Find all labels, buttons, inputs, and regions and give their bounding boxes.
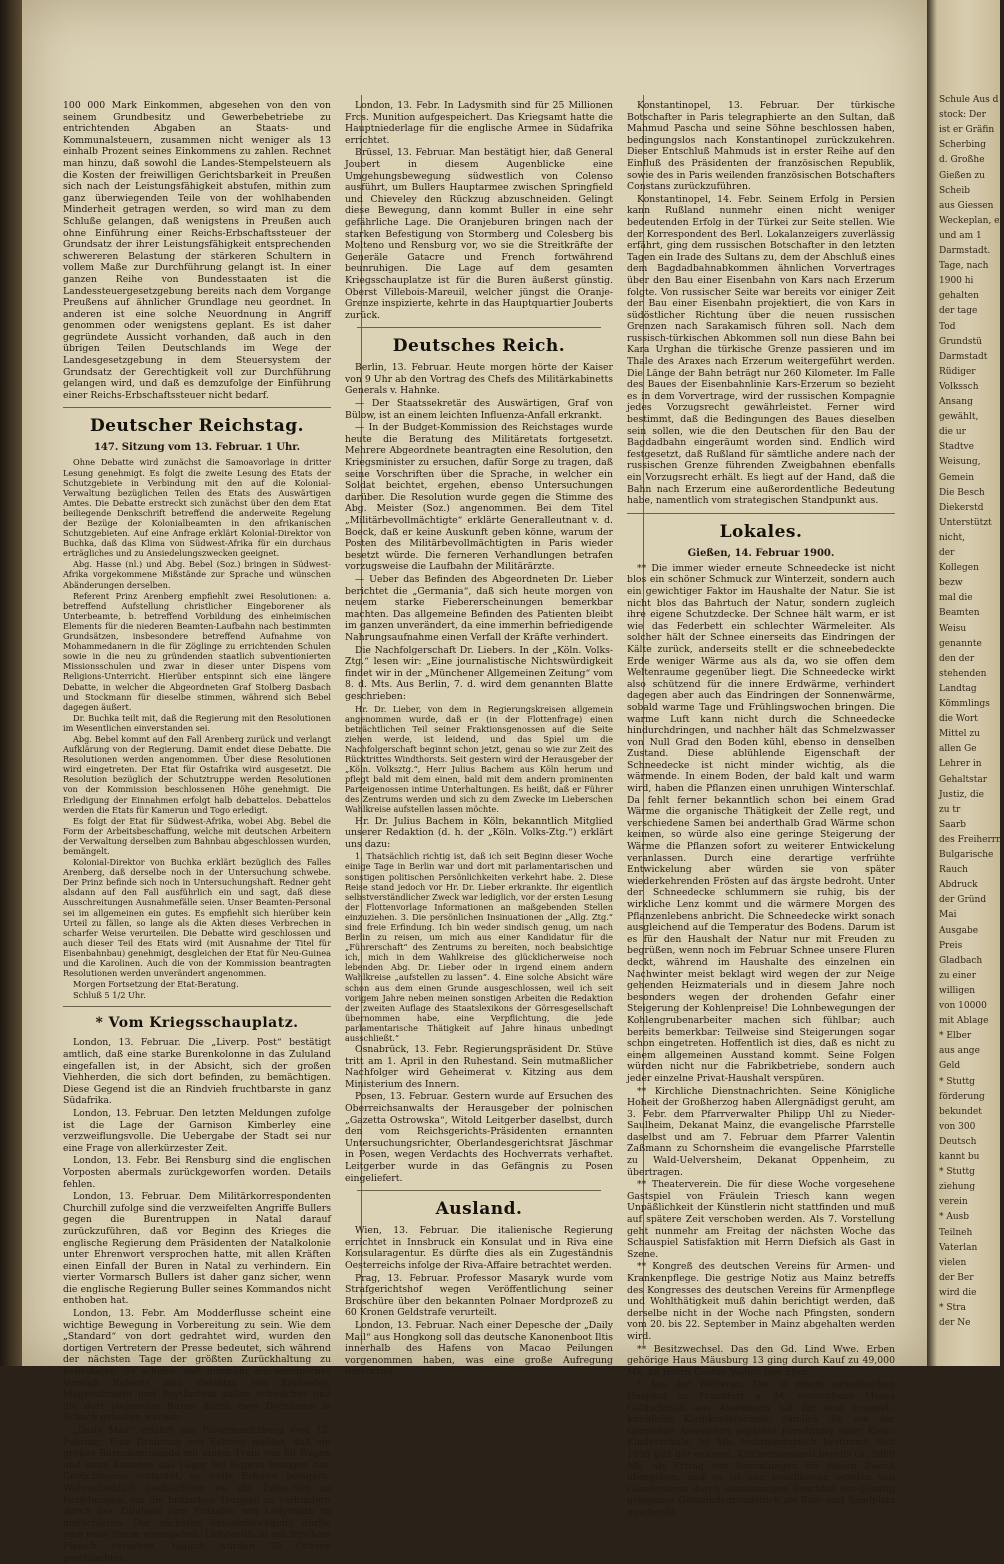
article-paragraph: London, 13. Febr. Bei Rensburg sind die englischen Vorposten abermals zurückgeworfen worden. Details fehlen. bbox=[63, 1155, 331, 1190]
adjacent-page-text-fragment: Landtag bbox=[939, 683, 977, 694]
divider bbox=[357, 327, 601, 328]
adjacent-page-text-fragment: Kömmlings bbox=[939, 699, 990, 709]
adjacent-page-text-fragment: Volkssch bbox=[939, 381, 979, 392]
column-2 bbox=[345, 100, 614, 1378]
article-paragraph: Die Nachfolgerschaft Dr. Liebers. In der „Köln. Volks-Ztg.“ lesen wir: „Eine journalistische Nichtswürdigkeit findet wir in der „Münchener Allgemeinen Zeitung“ vom 8. d. Mts. Aus Berlin, 7. d. wird dem genannten Blatte geschrieben: bbox=[345, 644, 613, 702]
divider bbox=[627, 513, 895, 514]
article-paragraph: Kolonial-Direktor von Buchka erklärt bezüglich des Falles Arenberg, daß derselbe noch in der Untersuchung schwebe. Der Prinz befinde sich noch in Untersuchungshaft. Redner geht alsdann auf den Fall ausführlich ein und sagt, daß diese Ausschreitungen Ausnahmefälle seien. Unser Beamten-Personal sei im allgemeinen ein gutes. Es empfiehlt sich hierüber kein Urteil zu fällen, so lange als die Akten dieses Verbrechen in scharfer Weise verurteilen. Die Debatte wird geschlossen und auch dieser Teil des Etats wird (mit Ausnahme der Titel für Eisenbahnbau) genehmigt, desgleichen der Etat für Neu-Guinea und die Karolinen. Auch die von der Kommission beantragten Resolutionen werden unverändert angenommen. bbox=[63, 857, 331, 979]
adjacent-page-text-fragment: Grundstü bbox=[939, 336, 982, 347]
article-paragraph: * Aus der Wetterau. Der in einem israelitischen Hospital zu Frankfurt a. M. verstorbene Moses Goldschmidt aus Assenheim hat für eine evangel.-kirchliche Kleinkinderschule, nämlich die von der Gemeinde Assenheim geplante Errichtung einer Klein-Kinderschule, 50 Mk. testamentarisch bestimmt. Seit 1895 gibt der evangel. Kirchenvorstand bereits ca. 5000 Mk. als Ertrag von Sammlungen für diesen Zweck übergeben, und es ist nun beschlossen worden von Gemeinderat durch einstimmigen Beschluß ein günstig gelegenes Gemeindegrundstück als Bau- und Spielplatz geschenkt. bbox=[627, 1379, 895, 1518]
adjacent-page-text-fragment: ist er Gräfin bbox=[939, 125, 995, 136]
adjacent-page-text-fragment: der bbox=[939, 548, 955, 558]
adjacent-page-text-fragment: Preis bbox=[939, 940, 963, 951]
section-heading-kriegsschauplatz: * Vom Kriegsschauplatz. bbox=[95, 1015, 299, 1032]
adjacent-page-text-fragment: gewählt, bbox=[939, 412, 979, 423]
adjacent-page-text-fragment: bekundet bbox=[939, 1106, 982, 1117]
article-paragraph: Hr. Dr. Lieber, von dem in Regierungskreisen allgemein angenommen wurde, daß er (in der Flottenfrage) einen beträchtlichen Teil seiner Fraktionsgenossen auf die Seite ziehen werde, ist leidend, und das Spiel um die Nachfolgerschaft beginnt schon jetzt, genau so wie zur Zeit des Rücktrittes Windthorsts. Seit gestern wird der Herausgeber der „Köln. Volksztg.“, Herr Julius Bachem aus Köln herum und pflegt bald mit dem einen, bald mit dem andern prominenten Parteigenossen intime Unterhaltungen. Es heißt, daß er Führer des Zentrums werden und sich zu dem Zwecke im Lieberschen Wahlkreise aufstellen lassen möchte. bbox=[345, 703, 613, 815]
article-paragraph: Wien, 13. Februar. Die italienische Regierung errichtet in Innsbruck ein Konsulat und in Riva eine Konsularagentur. Es dürfte dies als ein Zugeständnis Oesterreichs infolge der Riva-Affaire betrachtet werden. bbox=[345, 1225, 613, 1271]
adjacent-page-text-fragment: und am 1 bbox=[939, 230, 982, 241]
article-paragraph: — Ueber das Befinden des Abgeordneten Dr. Lieber berichtet die „Germania“, daß sich heute morgen von neuem starke Fiebererscheinungen bemerkbar machten. Das allgemeine Befinden des Patienten bleibt im ganzen unverändert, da eine immerhin befriedigende Nahrungsaufnahme einen Verfall der Kräfte verhindert. bbox=[345, 573, 613, 643]
section-heading-ausland: Ausland. bbox=[435, 1199, 523, 1220]
divider bbox=[63, 1006, 331, 1007]
article-paragraph: Konstantinopel, 13. Februar. Der türkische Botschafter in Paris telegraphierte an den Sultan, daß Mahmud Pascha und seine Söhne beschlossen haben, bedingungslos nach Konstantinopel zurückzukehren. Dieser Entschluß Mahmuds ist in erster Reihe auf den Einfluß des Präsidenten der französischen Republik, sowie des in Paris weilenden französischen Botschafters Constans zurückzuführen. bbox=[627, 100, 895, 193]
article-paragraph: ** Die immer wieder erneute Schneedecke ist nicht blos ein schöner Schmuck zur Winterzeit, sondern auch ein gewichtiger Faktor im Haushalte der Natur. Sie ist nicht blos das Bahrtuch der Natur, sondern zugleich ihre eigene Schutzdecke. Der Schnee hält warm, er ist wie das Federbett ein schlechter Wärmeleiter. Als solcher hält der Schnee einerseits das Eindringen der Kälte zurück, anderseits stellt er die schneebedeckte Erde weniger Wärme aus als da, wo sie offen dem Weltenraume gegenüber liegt. Die Schneedecke wirkt also schützend für die innere Erdwärme, verhindert dagegen aber auch das Eindringen der Sonnenwärme, sobald warme Tage und Frühlingswochen bringen. Die warme Luft kann nicht durch die Schneedecke hindurchdringen, und nachher hält das Schmelzwasser von Null Grad den Boden kühl, ebenso in denselben Zustand. Diese ablühlende Eigenschaft der Schneedecke ist nicht minder wichtig, als die wärmende. In einem Boden, der bald kalt und warm wird, haben die Pflanzen einen unruhigen Winterschlaf. Da fehlt ferner bekanntlich schon bei einem Grad Wärme die organische Thätigkeit der Zelle regt, und verschiedene Samen bei anderthalb Grad Wärme schon keimen, so würde also eine geringe Steigerung der Wärme die Pflanzen sofort zu weiterer Entwickelung veranlassen. Durch eine derartige verfrühte Entwickelung aber würden sie von später wiederkehrenden Frösten auf das ärgste bedroht. Unter der Schneedecke schlummern sie ruhig, bis der wirkliche Lenz kommt und die wärmere Morgen des Pflanzenlebens anbricht. Die Schneedecke wirkt sonach ausgleichend auf die Temperatur des Bodens. Darum ist es für den Haushalt der Natur nur mit Freuden zu begrüßen, wenn noch im Februar Schnee unsere Fluren deckt, während im Haushalte des einzelnen ein Nachwinter meist beklagt wird wegen der zur Neige gehenden Heizmaterials und in diesem Jahre noch besonders wegen der drohenden Gefahr einer Steigerung der Kohlenpreise! Die Lohnbewegungen der Kohlengrubenarbeiter machen sich fühlbar; auch bereits bemerkbar: Teilweise sind Steigerungen sogar schon eingetreten. Hoffentlich ist dies, daß es nicht zu einem allgemeinen Ausstand kommt. Seine Folgen würden nicht nur die Fabrikbetriebe, sondern auch jeder einzelne Privat-Haushalt verspüren. bbox=[627, 562, 895, 1084]
article-paragraph: London, 13. Februar. Den letzten Meldungen zufolge ist die Lage der Garnison Kimberley eine verzweiflungsvolle. Die Uebergabe der Stadt sei nur eine Frage von allerkürzester Zeit. bbox=[63, 1107, 331, 1154]
article-paragraph: 100 000 Mark Einkommen, abgesehen von den von seinem Grundbesitz und Gewerbebetriebe zu entrichtenden Abgaben an Staats- und Kommunalsteuern, zusammen nicht weniger als 13 einhalb Prozent seines Einkommens zu zahlen. Rechnet man hinzu, daß sowohl die Landes-Stempelsteuern als die Kosten der freiwilligen Gerichtsbarkeit in Preußen sich nach der Leistungsfähigkeit abstufen, mithin zum ganz überwiegenden Teile von der wohlhabenden Minderheit getragen werden, so wird man zu dem Schluße gelangen, daß wenigstens in Preußen auch ohne Einführung einer Reichs-Erbschaftssteuer der Grundsatz der ihrer Leistungsfähigkeit entsprechenden schwereren Belastung der stärkeren Schultern in vollem Maße zur Durchführung gelangt ist. In einer ganzen Reihe von Bundesstaaten ist die Landessteuergesetzgebung bereits nach dem Vorgange Preußens auf ähnlicher Grundlage neu geordnet. In anderen ist eine solche Neuordnung in Angriff genommen oder wenigstens geplant. Es ist daher gegründete Aussicht vorhanden, daß auch in den übrigen Teilen Deutschlands im Wege der Landesgesetzgebung in dem Steuersystem der Grundsatz der Gerechtigkeit voll zur Durchführung gelangen wird, und daß es demzufolge der Einführung einer Reichs-Erbschaftssteuer nicht bedarf. bbox=[63, 100, 331, 401]
adjacent-page-text-fragment: den der bbox=[939, 653, 975, 664]
adjacent-page-text-fragment: * Stra bbox=[939, 1303, 966, 1313]
adjacent-page-text-fragment: Gemein bbox=[939, 472, 975, 483]
adjacent-page-text-fragment: aus Giessen bbox=[939, 200, 994, 211]
adjacent-page-text-fragment: allen Ge bbox=[939, 744, 977, 755]
article-paragraph: — In der Budget-Kommission des Reichstages wurde heute die Beratung des Militäretats fortgesetzt. Mehrere Abgeordnete beantragten eine Resolution, den Kriegsminister zu ersuchen, dafür Sorge zu tragen, daß seine Vorschriften über die Sprache, in welcher ein Soldat beichtet, ergehen, ebenso Untersuchungen darüber. Die Resolution wurde gegen die Stimme des Abg. Meister (Soz.) angenommen. Bei dem Titel „Militärbevollmächtigte“ erklärte Generalleutnant v. d. Boeck, daß er keine Auskunft geben könne, warum der Posten des Militärbevollmächtigten in Paris wieder besetzt würde. Die ferneren Verhandlungen betrafen vorzugsweise die Laufbahn der Militärärzte. bbox=[345, 422, 613, 573]
adjacent-page-text-fragment: gehalten bbox=[939, 291, 979, 302]
section-heading-reichstag: Deutscher Reichstag. bbox=[89, 416, 305, 437]
adjacent-page-text-fragment: stehenden bbox=[939, 668, 987, 679]
article-paragraph: ** Kongreß des deutschen Vereins für Armen- und Krankenpflege. Die gestrige Notiz aus Mainz betreffs des Kongresses des deutschen Vereins für Armenpflege und Wohlthätigkeit muß dahin berichtigt werden, daß derselbe nicht in der Woche nach Pfingsten, sondern vom 20. bis 22. September in Mainz abgehalten werden wird. bbox=[627, 1261, 895, 1342]
adjacent-page-text-fragment: der tage bbox=[939, 306, 978, 317]
adjacent-page-text-fragment: Kollegen bbox=[939, 563, 979, 574]
adjacent-page-text-fragment: genannte bbox=[939, 638, 982, 649]
article-paragraph: ** Kirchliche Dienstnachrichten. Seine Königliche Hoheit der Großherzog haben Allergnädigst geruht, am 3. Febr. dem Pfarrverwalter Philipp Uhl zu Nieder-Saulheim, Dekanat Mainz, die evangelische Pfarrstelle daselbst und am 7. Februar dem Pfarrer Valentin Zaßmann zu Schornsheim die evangelische Pfarrstelle zu Wald-Uelversheim, Dekanat Oppenheim, zu übertragen. bbox=[627, 1085, 895, 1178]
session-subheading: 147. Sitzung vom 13. Februar. 1 Uhr. bbox=[93, 442, 301, 454]
adjacent-page-text-fragment: Bulgarische bbox=[939, 850, 994, 860]
adjacent-page-text-fragment: * Ausb bbox=[939, 1212, 970, 1223]
article-paragraph: ** Theaterverein. Die für diese Woche vorgesehene Gastspiel von Fräulein Triesch kann wegen Unpäßlichkeit der Künstlerin nicht stattfinden und muß auf spätere Zeit verschoben werden. Als 7. Vorstellung geht nunmehr am Freitag der nächsten Woche das Schauspiel Satisfaktion mit Herrn Diefsich als Gast in Szene. bbox=[627, 1179, 895, 1260]
article-paragraph: Referent Prinz Arenberg empfiehlt zwei Resolutionen: a. betreffend Aufstellung christlicher Eingeborener als Unterbeamte, b. betreffend Vorbildung des einheimischen Elements für die niederen Beamten-Laufbahn nach bestimmten Grundsätzen, insbesondere betreffend Aufnahme von Mohammedanern in die für Zöglinge zu errichtenden Schulen sowie in die neu zu gründenden staatlich subventionierten Missionsschulen und zwar in dieser unter Dispens vom Religions-Unterricht. Hierüber entspinnt sich eine längere Debatte, in welcher die Abgeordneten Graf Stolberg Dasbach und Stockmann für dieselbe stimmen, während sich Bebel dagegen äußert. bbox=[63, 590, 331, 712]
adjacent-page-text-fragment: nicht, bbox=[939, 532, 965, 543]
article-paragraph: London, 13. Febr. Am Modderflusse scheint eine wichtige Bewegung in Vorbereitung zu sein. Wie dem „Standard“ von dort gedrahtet wird, wurden den dortigen Vertretern der Presse bedeutet, sich während der nächsten Tage der größten Zurückhaltung zu befleißigen. Es scheint, daß nunmehr ein energischer Vorstoß Roberts zum Entsatze von Kimberley, Magersfontein und Spytfontein sollen schwächer und die dort stehenden Buren durch zwei Divisionen in Schach gehalten werden. bbox=[63, 1308, 331, 1424]
adjacent-page-text-fragment: von 10000 bbox=[939, 1001, 987, 1011]
adjacent-page-text-fragment: Darmstadt bbox=[939, 351, 988, 362]
adjacent-page-text-fragment: Lehrer in bbox=[939, 759, 982, 770]
adjacent-page-text-fragment: Ausgabe bbox=[939, 925, 979, 936]
adjacent-page-text-fragment: Weckeplan, er bbox=[939, 215, 1004, 226]
divider bbox=[63, 407, 331, 408]
article-paragraph: London, 13. Februar. Nach einer Depesche der „Daily Mail“ aus Hongkong soll das deutsche Kanonenboot Iltis innerhalb des Hafens von Macao Peilungen vorgenommen haben, was eine große Aufregung hervorrief. bbox=[345, 1319, 613, 1378]
adjacent-page-text-fragment: Saarb bbox=[939, 819, 966, 830]
article-paragraph: ** Besitzwechsel. Das den Gd. Lind Wwe. Erben gehörige Haus Mäusburg 13 ging durch Kauf zu 49,000 Mk. an Herrn Gustav Walter hier über. bbox=[627, 1343, 895, 1378]
adjacent-page-text-fragment: Unterstützt bbox=[939, 517, 992, 528]
adjacent-page-text-fragment: Weisu bbox=[939, 623, 967, 634]
adjacent-page-text-fragment: Die Besch bbox=[939, 487, 985, 498]
adjacent-page-text-fragment: Weisung, bbox=[939, 457, 981, 468]
adjacent-page-text-fragment: * Stuttg bbox=[939, 1076, 975, 1087]
adjacent-page-text-fragment: vielen bbox=[939, 1257, 967, 1268]
article-paragraph: — Der Staatssekretär des Auswärtigen, Graf von Bülow, ist an einem leichten Influenza-Anfall erkrankt. bbox=[345, 398, 613, 421]
adjacent-page-text-fragment: Darmstadt. bbox=[939, 246, 991, 256]
adjacent-page-text-fragment: der Gründ bbox=[939, 895, 987, 906]
column-3 bbox=[627, 100, 895, 1518]
article-paragraph: Schluß 5 1/2 Uhr. bbox=[73, 990, 146, 1001]
article-paragraph: Berlin, 13. Februar. Heute morgen hörte der Kaiser von 9 Uhr ab den Vortrag des Chefs des Militärkabinetts Generals v. Hahnke. bbox=[345, 362, 613, 397]
adjacent-page-text-fragment: förderung bbox=[939, 1091, 985, 1102]
article-paragraph: Abg. Hasse (nl.) und Abg. Bebel (Soz.) bringen in Südwest-Afrika vorgekommene Mißstände zur Sprache und wünschen Abänderungen derselben. bbox=[63, 559, 331, 590]
adjacent-page-text-fragment: Tod bbox=[939, 321, 956, 332]
article-paragraph: Abg. Bebel kommt auf den Fall Arenberg zurück und verlangt Aufklärung von der Regierung. Damit endet diese Debatte. Die Resolutionen werden angenommen. Über diese Resolutionen wird eingetreten. Der Etat für Ostafrika wird ausgesetzt. Die Resolution bezüglich der Schutztruppe werden Resolutionen von der Kommission beschlossenen Höhe genehmigt. Die Erledigung der Einnahmen erfolgt halb debattelos. Debattelos werden die Etats für Kamerun und Togo erledigt. bbox=[63, 733, 331, 815]
article-paragraph: Posen, 13. Februar. Gestern wurde auf Ersuchen des Oberreichsanwalts der Herausgeber der polnischen „Gazetta Ostrowska“, Witold Leitgerber daselbst, durch den vom Reichsgerichts-Präsidenten ernannten Untersuchungsrichter, Oberlandesgerichtsrat Jäschmar in Posen, wegen Verdachts des Hochverrats verhaftet. Leitgerber wurde in das Gefängnis zu Posen eingeliefert. bbox=[345, 1091, 613, 1184]
article-paragraph: Dr. Buchka teilt mit, daß die Regierung mit den Resolutionen im Wesentlichen einverstanden sei. bbox=[63, 712, 331, 733]
adjacent-page-text-fragment: der Ne bbox=[939, 1318, 971, 1329]
adjacent-page-text-fragment: Scheib bbox=[939, 185, 970, 196]
adjacent-page-text-fragment: zu einer bbox=[939, 970, 977, 981]
article-paragraph: Prag, 13. Februar. Professor Masaryk wurde vom Strafgerichtshof wegen Veröffentlichung seiner Broschüre über den bekannten Polnaer Mordprozeß zu 60 Kronen Geldstrafe verurteilt. bbox=[345, 1272, 613, 1319]
adjacent-page-text-fragment: d. Großhe bbox=[939, 155, 985, 166]
adjacent-page-text-fragment: Vaterlan bbox=[939, 1242, 978, 1253]
adjacent-page-text-fragment: stock: Der bbox=[939, 110, 986, 121]
adjacent-page-text-fragment: Gladbach bbox=[939, 955, 983, 966]
divider bbox=[357, 1190, 601, 1191]
adjacent-page-text-fragment: * Stuttg bbox=[939, 1167, 975, 1178]
article-paragraph: London, 13. Februar. Dem Militärkorrespondenten Churchill zufolge sind die verzweifelten Angriffe Bullers gegen die Burentruppen in Natal darauf zurückzuführen, daß vor Beginn des Krieges die englische Regierung dem Präsidenten der Natalkolonie unter Ehrenwort versprochen hatte, mit allen Kräften einen Einfall der Buren in Natal zu verhindern. Ein vierter Vormarsch Bullers ist daher ganz sicher, wenn die englische Regierung Buller seines Kommandos nicht enthoben hat. bbox=[63, 1191, 331, 1307]
adjacent-page-text-fragment: kannt bu bbox=[939, 1152, 980, 1162]
adjacent-page-text-fragment: willigen bbox=[939, 985, 976, 996]
adjacent-page-text-fragment: Tage, nach bbox=[939, 261, 989, 272]
article-paragraph: Ohne Debatte wird zunächst die Samoavorlage in dritter Lesung genehmigt. Es folgt die zweite Lesung des Etats der Schutzgebiete in Verbindung mit den auf die Kolonial-Verwaltung bezüglichen Teilen des Etats des Auswärtigen Amtes. Die Debatte erstreckt sich zunächst über den dem Etat beiliegende Denkschrift betreffend die anderweite Regelung der Bezüge der Kolonialbeamten in den afrikanischen Schutzgebieten. Auf eine Anfrage erklärt Kolonial-Direktor von Buchka, daß das Klima von Südwest-Afrika für ein durchaus erträgliches und zu Ansiedelungszwecken geeignet. bbox=[63, 457, 331, 559]
article-paragraph: Brüssel, 13. Februar. Man bestätigt hier, daß General Joubert in diesem Augenblicke eine Umgehungsbewegung südwestlich von Colenso ausführt, um Bullers Hauptarmee zwischen Springfield und Chieveley den Rückzug abzuschneiden. Gelingt diese Bewegung, dann kommt Buller in eine sehr gefährliche Lage. Die Oranjeburen bringen nach der starken Befestigung von Stormberg und Colesberg bis Molteno und Rensburg vor, wo sie die Streitkräfte der Generäle Gatacre und French fortwährend beunruhigen. Die Lage auf dem gesamten Kriegsschauplatze ist für die Buren äußerst günstig. Oberst Villebois-Mareuil, welcher jüngst die Oranje-Grenze inspizierte, kehrte in das Hauptquartier Jouberts zurück. bbox=[345, 147, 613, 321]
adjacent-page-text-fragment: des Freiherrn bbox=[939, 834, 1002, 845]
adjacent-page-text-fragment: Diekerstd bbox=[939, 502, 984, 513]
article-paragraph: 1. Thatsächlich richtig ist, daß ich seit Beginn dieser Woche einige Tage in Berlin war und dort mit parlamentarischen und sonstigen politischen Persönlichkeiten verkehrt habe. 2. Diese Reise stand jedoch vor Hr. Dr. Lieber erkrankte. Ihr eigentlich selbstverständlicher Zweck war lediglich, vor der ersten Lesung der Flottenvorlage Informationen an maßgebenden Stellen einzuziehen. 3. Die persönlichen Insinuationen der „Allg. Ztg.“ sind freie Erfindung. Ich bin weder sindisch genug, um nach Berlin zu reisen, um mich aus einer Kandidatur für die „Führerschaft“ des Zentrums zu bereiten, noch beabsichtige ich, mich in dem Wahlkreise des glücklicherweise noch lebenden Abg. Dr. Lieber oder in irgend einem andern Wahlkreise „aufstellen zu lassen“. 4. Eine solche Absicht wäre schon aus dem einen Grunde ausgeschlossen, weil ich seit vorigem Jahre neben meinen sonstigen Arbeiten die Redaktion der zweiten Auflage des Staatslexikons der Görresgesellschaft übernommen habe, eine Verpflichtung, die jede parlamentarische Thätigkeit auf Jahre hinaus unbedingt ausschließt.“ bbox=[345, 851, 614, 1043]
adjacent-page-text-fragment: von 300 bbox=[939, 1121, 976, 1132]
adjacent-page-text-fragment: Beamten bbox=[939, 608, 980, 619]
adjacent-page-text-fragment: wird die bbox=[939, 1287, 977, 1298]
article-paragraph: Hr. Dr. Julius Bachem in Köln, bekanntlich Mitglied unserer Redaktion (d. h. der „Köln. Volks-Ztg.“) erklärt uns dazu: bbox=[345, 815, 613, 850]
adjacent-page-text-fragment: die Wort bbox=[939, 714, 978, 725]
binding-gutter bbox=[0, 0, 22, 1366]
adjacent-page-text-fragment: Geld bbox=[939, 1061, 961, 1072]
adjacent-page-text-fragment: verein bbox=[939, 1197, 968, 1208]
adjacent-page-text-fragment: ziehung bbox=[939, 1182, 976, 1193]
adjacent-page-text-fragment: der Ber bbox=[939, 1272, 974, 1283]
adjacent-page-text-fragment: Stadtve bbox=[939, 442, 974, 453]
adjacent-page-text-fragment: * Elber bbox=[939, 1031, 972, 1042]
adjacent-page-text-fragment: 1900 hi bbox=[939, 276, 974, 287]
section-heading-deutsches-reich: Deutsches Reich. bbox=[392, 336, 566, 357]
article-paragraph: London, 13. Febr. In Ladysmith sind für 25 Millionen Frcs. Munition aufgespeichert. Das Kriegsamt hatte die Hauptniederlage für die englische Armee in Südafrika errichtet. bbox=[345, 100, 613, 146]
adjacent-page-edge bbox=[927, 0, 1004, 1366]
adjacent-page-text-fragment: mit Ablage bbox=[939, 1016, 989, 1027]
article-paragraph: Es folgt der Etat für Südwest-Afrika, wobei Abg. Bebel die Form der Arbeitsbeschaffung, welche mit deutschen Arbeitern der Verwaltung derselben zum Bahnbau abgeschlossen wurden, bemängelt. bbox=[63, 815, 331, 856]
adjacent-page-text-fragment: die ur bbox=[939, 427, 966, 438]
adjacent-page-text-fragment: Gießen zu bbox=[939, 170, 985, 181]
adjacent-page-text-fragment: Rüdiger bbox=[939, 366, 976, 377]
article-paragraph: Osnabrück, 13. Febr. Regierungspräsident Dr. Stüve tritt am 1. April in den Ruhestand. Sein mutmaßlicher Nachfolger wird Geheimerat v. Kitzing aus dem Ministerium des Innern. bbox=[345, 1044, 613, 1090]
adjacent-page-text-fragment: Abdruck bbox=[939, 880, 978, 891]
article-paragraph: „Daily Mail“ erfährt aus Pietermaritzburg vom 12. Februar: Eine Drahtung von Eshowe meldet, daß ein großes Burenkommando mit einem Train von 80 Wagen und neun Kanonen das Lager bei Nqueta bezogen hat. Gerüchtweise verlautet, es wolle Eshowe belagern. Wahrscheinlich beabsichtige es, die Zulus-Süd zu beziehungen, um die britischen Truppen zu verhindern durch das Zululand zum Entsatze von Ladysmith zu marschieren. Der nächsten Entsatzbewegung dürfte eine neue Pause vorangehen. Ladysmith ist mit frischem Fleisch versehen, täglich würden 30 Ochsen geschlachtet. bbox=[63, 1425, 331, 1564]
adjacent-page-text-fragment: Rauch bbox=[939, 865, 968, 876]
adjacent-page-text-fragment: mal die bbox=[939, 593, 973, 604]
adjacent-page-text-fragment: Justiz, die bbox=[939, 789, 984, 800]
adjacent-page-text-fragment: Ansang bbox=[939, 397, 973, 407]
adjacent-page-text-fragment: Schule Aus d bbox=[939, 95, 999, 105]
adjacent-page-text-fragment: zu tr bbox=[939, 804, 961, 815]
article-paragraph: London, 13. Februar. Die „Liverp. Post“ bestätigt amtlich, daß eine starke Burenkolonne in das Zululand eingefallen ist, in der Absicht, sich der großen Viehherden, die sich dort befinden, zu bemächtigen. Diese Gegend ist die an Rindvieh fruchtbarste in ganz Südafrika. bbox=[63, 1037, 331, 1107]
adjacent-page-text-fragment: Teilneh bbox=[939, 1227, 973, 1238]
section-heading-lokales: Lokales. bbox=[719, 521, 803, 542]
article-paragraph: Morgen Fortsetzung der Etat-Beratung. bbox=[73, 979, 239, 990]
adjacent-page-text-fragment: Mai bbox=[939, 910, 957, 921]
column-1 bbox=[63, 100, 331, 1564]
adjacent-page-text-fragment: bezw bbox=[939, 578, 963, 589]
adjacent-page-text-fragment: Scherbing bbox=[939, 140, 986, 151]
adjacent-page-text-fragment: Deutsch bbox=[939, 1136, 977, 1147]
adjacent-page-text-fragment: aus ange bbox=[939, 1046, 980, 1057]
adjacent-page-text-fragment: Gehaltstar bbox=[939, 774, 988, 785]
dateline: Gießen, 14. Februar 1900. bbox=[687, 547, 835, 559]
article-paragraph: Konstantinopel, 14. Febr. Seinem Erfolg in Persien kann Rußland nunmehr einen nicht weniger bedeutenden Erfolg in der Türkei zur Seite stellen. Wie der Korrespondent des Berl. Lokalanzeigers zuverlässig erfährt, ging dem russischen Botschafter in den letzten Tagen ein Irade des Sultans zu, dem der Abschluß eines dem Bagdadbahnabkommen ähnlichen Vorvertrages über den Bau einer Eisenbahn von Kars nach Erzerum folgte. Von russischer Seite war bereits vor einiger Zeit der Bau einer Eisenbahn projektiert, die von Kars in südöstlicher Richtung über die neuen russischen Grenzen nach Sarakamisch führen soll. Nach dem russisch-türkischen Abkommen soll nun diese Bahn bei Kara Urghan die türkische Grenze passieren und im Thale des Araxes nach Erzerum weitergeführt werden. Die Länge der Bahn beträgt nur 260 Kilometer. Im Falle des Baues der Eisenbahnlinie Kars-Erzerum so bezieht es in dem Vorvertrage, wird der russischen Kompagnie jedes Vorzugsrecht gewährleistet. Ferner wird bestimmt, daß die Bedingungen des Baues dieselben sein sollen, wie die den Deutschen für den Bau der Bagdadbahn eingeräumt worden sind. Endlich wird festgesetzt, daß Rußland für sämtliche andere nach der russischen Grenze führenden Zweigbahnen ebenfalls ein Vorzugsrecht erhält. Es liegt auf der Hand, daß die Bahn nach Erzerum eine außerordentliche Bedeutung habe, namentlich vom strategischen Standpunkt aus. bbox=[627, 193, 895, 507]
adjacent-page-text-fragment: Mittel zu bbox=[939, 729, 980, 740]
